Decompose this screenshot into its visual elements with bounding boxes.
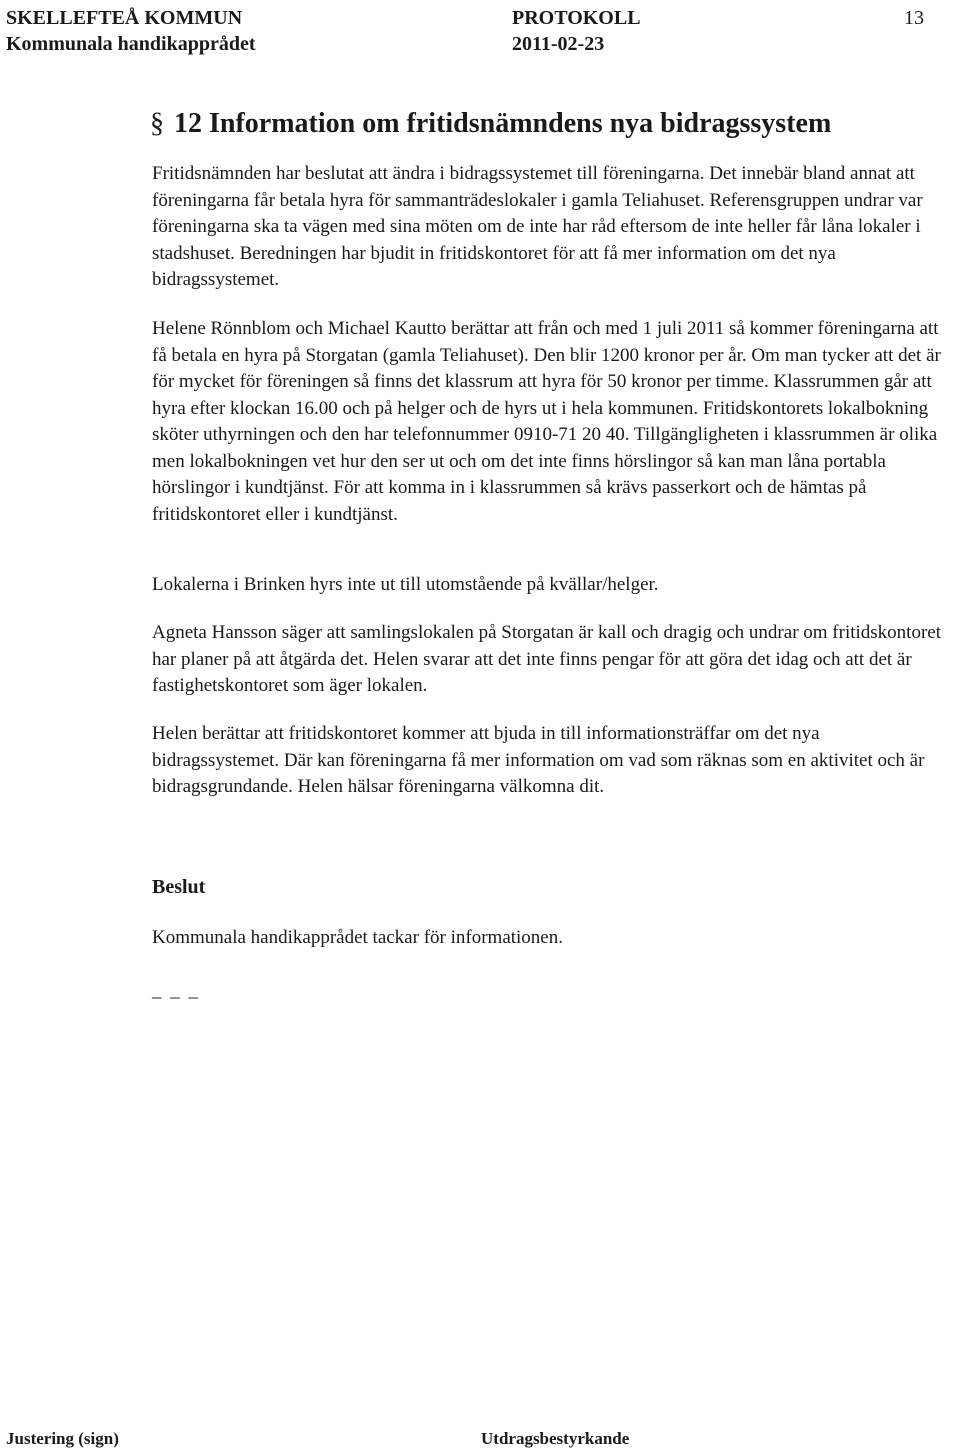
decision-text: Kommunala handikapprådet tackar för informationen. [152, 927, 563, 948]
footer-utdragsbestyrkande: Utdragsbestyrkande [481, 1429, 630, 1448]
paragraph-3: Lokalerna i Brinken hyrs inte ut till utomstående på kvällar/helger. [152, 574, 659, 595]
end-separator: _ _ _ [152, 980, 200, 1001]
paragraph-sign: § [150, 108, 164, 139]
paragraph-1: Fritidsnämnden har beslutat att ändra i bidragssystemet till föreningarna. Det innebär bland annat att föreningarna får betala hyra för sammanträdeslokaler i gamla Teliahuset. Referensgruppen undrar var föreningarna ska ta vägen med sina möten om de inte har råd eftersom de inte heller får låna lokaler i stadshuset. Beredningen har bjudit in fritidskontoret för att få mer information om det nya bidragssystemet. [152, 163, 923, 290]
paragraph-2: Helene Rönnblom och Michael Kautto berättar att från och med 1 juli 2011 så kommer föreningarna att få betala en hyra på Storgatan (gamla Teliahuset). Den blir 1200 kronor per år. Om man tycker att det är för mycket för föreningen så finns det klassrum att hyra för 50 kronor per timme. Klassrummen går att hyra efter klockan 16.00 och på helger och de hyrs ut i hela kommunen. Fritidskontorets lokalbokning sköter uthyrningen och den har telefonnummer 0910-71 20 40. Tillgängligheten i klassrummen är olika men lokalbokningen vet hur den ser ut och om det inte finns hörslingor så kan man låna portabla hörslingor i kundtjänst. För att komma in i klassrummen så krävs passerkort och de hämtas på fritidskontoret eller i kundtjänst. [152, 318, 941, 525]
decision-heading: Beslut [152, 876, 206, 898]
footer-justering: Justering (sign) [6, 1429, 119, 1448]
document-type: PROTOKOLL [512, 7, 641, 29]
paragraph-4: Agneta Hansson säger att samlingslokalen på Storgatan är kall och dragig och undrar om fritidskontoret har planer på att åtgärda det. Helen svarar att det inte finns pengar för att göra det idag och att det är fastighetskontoret som äger lokalen. [152, 622, 942, 696]
meeting-date: 2011-02-23 [512, 33, 605, 55]
section-heading [150, 106, 831, 142]
section-title-text: 12 Information om fritidsnämndens nya bidragssystem [174, 108, 832, 139]
org-name: SKELLEFTEÅ KOMMUN [6, 7, 243, 29]
page-number: 13 [904, 7, 924, 29]
paragraph-5: Helen berättar att fritidskontoret kommer att bjuda in till informationsträffar om det nya bidragssystemet. Där kan föreningarna få mer information om vad som räknas som en aktivitet och är bidragsgrundande. Helen hälsar föreningarna välkomna dit. [152, 723, 925, 797]
department-name: Kommunala handikapprådet [6, 33, 256, 55]
